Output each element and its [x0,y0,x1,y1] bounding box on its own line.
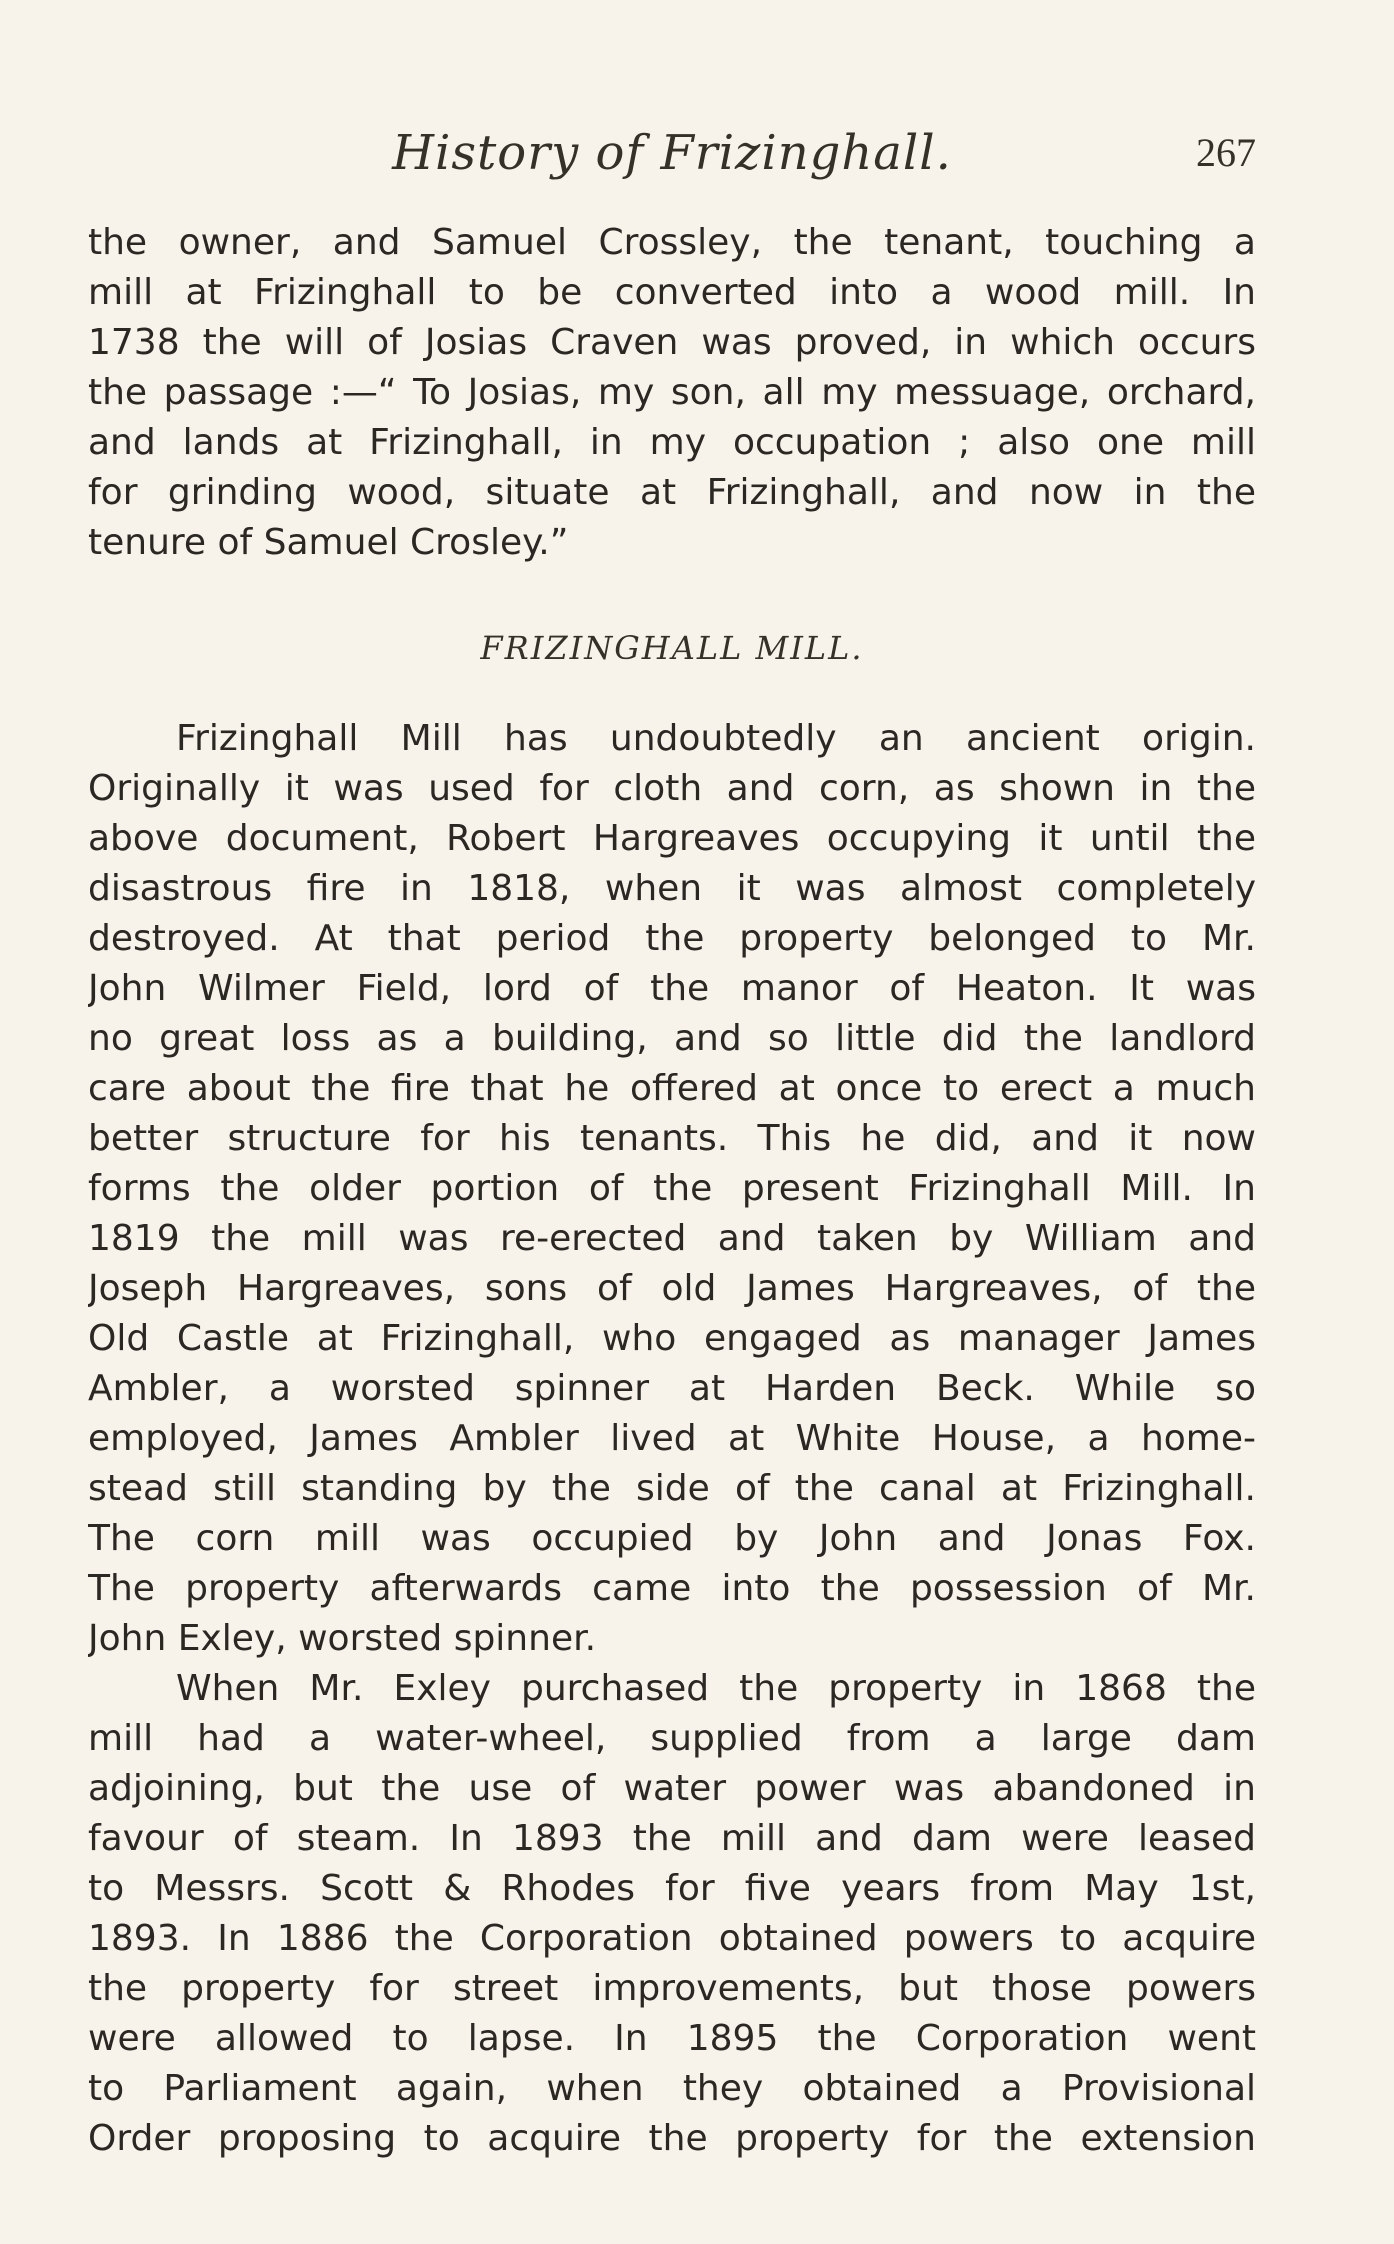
text-line: better structure for his tenants. This he did, and it now [88,1118,1256,1159]
text-line: destroyed. At that period the property belonged to Mr. [88,918,1256,959]
text-line: tenure of Samuel Crosley.” [88,522,569,563]
text-line: care about the fire that he offered at once to erect a much [88,1068,1256,1109]
text-line: John Wilmer Field, lord of the manor of Heaton. It was [88,968,1256,1009]
text-line: to Messrs. Scott & Rhodes for five years from May 1st, [88,1868,1256,1909]
text-line: Ambler, a worsted spinner at Harden Beck. While so [88,1368,1256,1409]
text-line: disastrous fire in 1818, when it was almost completely [88,868,1256,909]
text-line: When Mr. Exley purchased the property in 1868 the [176,1668,1256,1709]
text-line: Originally it was used for cloth and corn, as shown in the [88,768,1256,809]
paragraph [88,1664,1256,2164]
text-line: forms the older portion of the present Frizinghall Mill. In [88,1168,1256,1209]
text-line: were allowed to lapse. In 1895 the Corporation went [88,2018,1256,2059]
text-line: Frizinghall Mill has undoubtedly an ancient origin. [176,718,1256,759]
text-line: employed, James Ambler lived at White House, a home- [88,1418,1256,1459]
text-line: Old Castle at Frizinghall, who engaged as manager James [88,1318,1256,1359]
text-line: for grinding wood, situate at Frizinghall, and now in the [88,472,1256,513]
page-number: 267 [1196,130,1256,175]
text-line: Order proposing to acquire the property for the extension [88,2118,1256,2159]
text-line: The corn mill was occupied by John and Jonas Fox. [88,1518,1256,1559]
text-line: above document, Robert Hargreaves occupying it until the [88,818,1256,859]
text-line: 1819 the mill was re-erected and taken by William and [88,1218,1256,1259]
body-text [88,218,1256,2164]
text-line: the property for street improvements, but those powers [88,1968,1256,2009]
text-line: and lands at Frizinghall, in my occupation ; also one mill [88,422,1256,463]
text-line: to Parliament again, when they obtained a Provisional [88,2068,1256,2109]
text-line: favour of steam. In 1893 the mill and dam were leased [88,1818,1256,1859]
text-line: mill at Frizinghall to be converted into a wood mill. In [88,272,1256,313]
text-line: adjoining, but the use of water power was abandoned in [88,1768,1256,1809]
running-title: History of Frizinghall. [392,125,952,181]
running-head [88,118,1256,188]
text-line: 1738 the will of Josias Craven was proved, in which occurs [88,322,1256,363]
text-line: 1893. In 1886 the Corporation obtained powers to acquire [88,1918,1256,1959]
text-line: mill had a water-wheel, supplied from a large dam [88,1718,1256,1759]
text-line: stead still standing by the side of the canal at Frizinghall. [88,1468,1256,1509]
text-line: The property afterwards came into the possession of Mr. [88,1568,1256,1609]
text-line: the passage :—“ To Josias, my son, all my messuage, orchard, [88,372,1256,413]
text-line: John Exley, worsted spinner. [88,1618,597,1659]
section-heading: FRIZINGHALL MILL. [480,629,864,667]
text-line: the owner, and Samuel Crossley, the tenant, touching a [88,222,1256,263]
text-line: Joseph Hargreaves, sons of old James Hargreaves, of the [88,1268,1256,1309]
text-line: no great loss as a building, and so little did the landlord [88,1018,1256,1059]
paragraph [88,714,1256,1664]
paragraph-continued [88,218,1256,568]
